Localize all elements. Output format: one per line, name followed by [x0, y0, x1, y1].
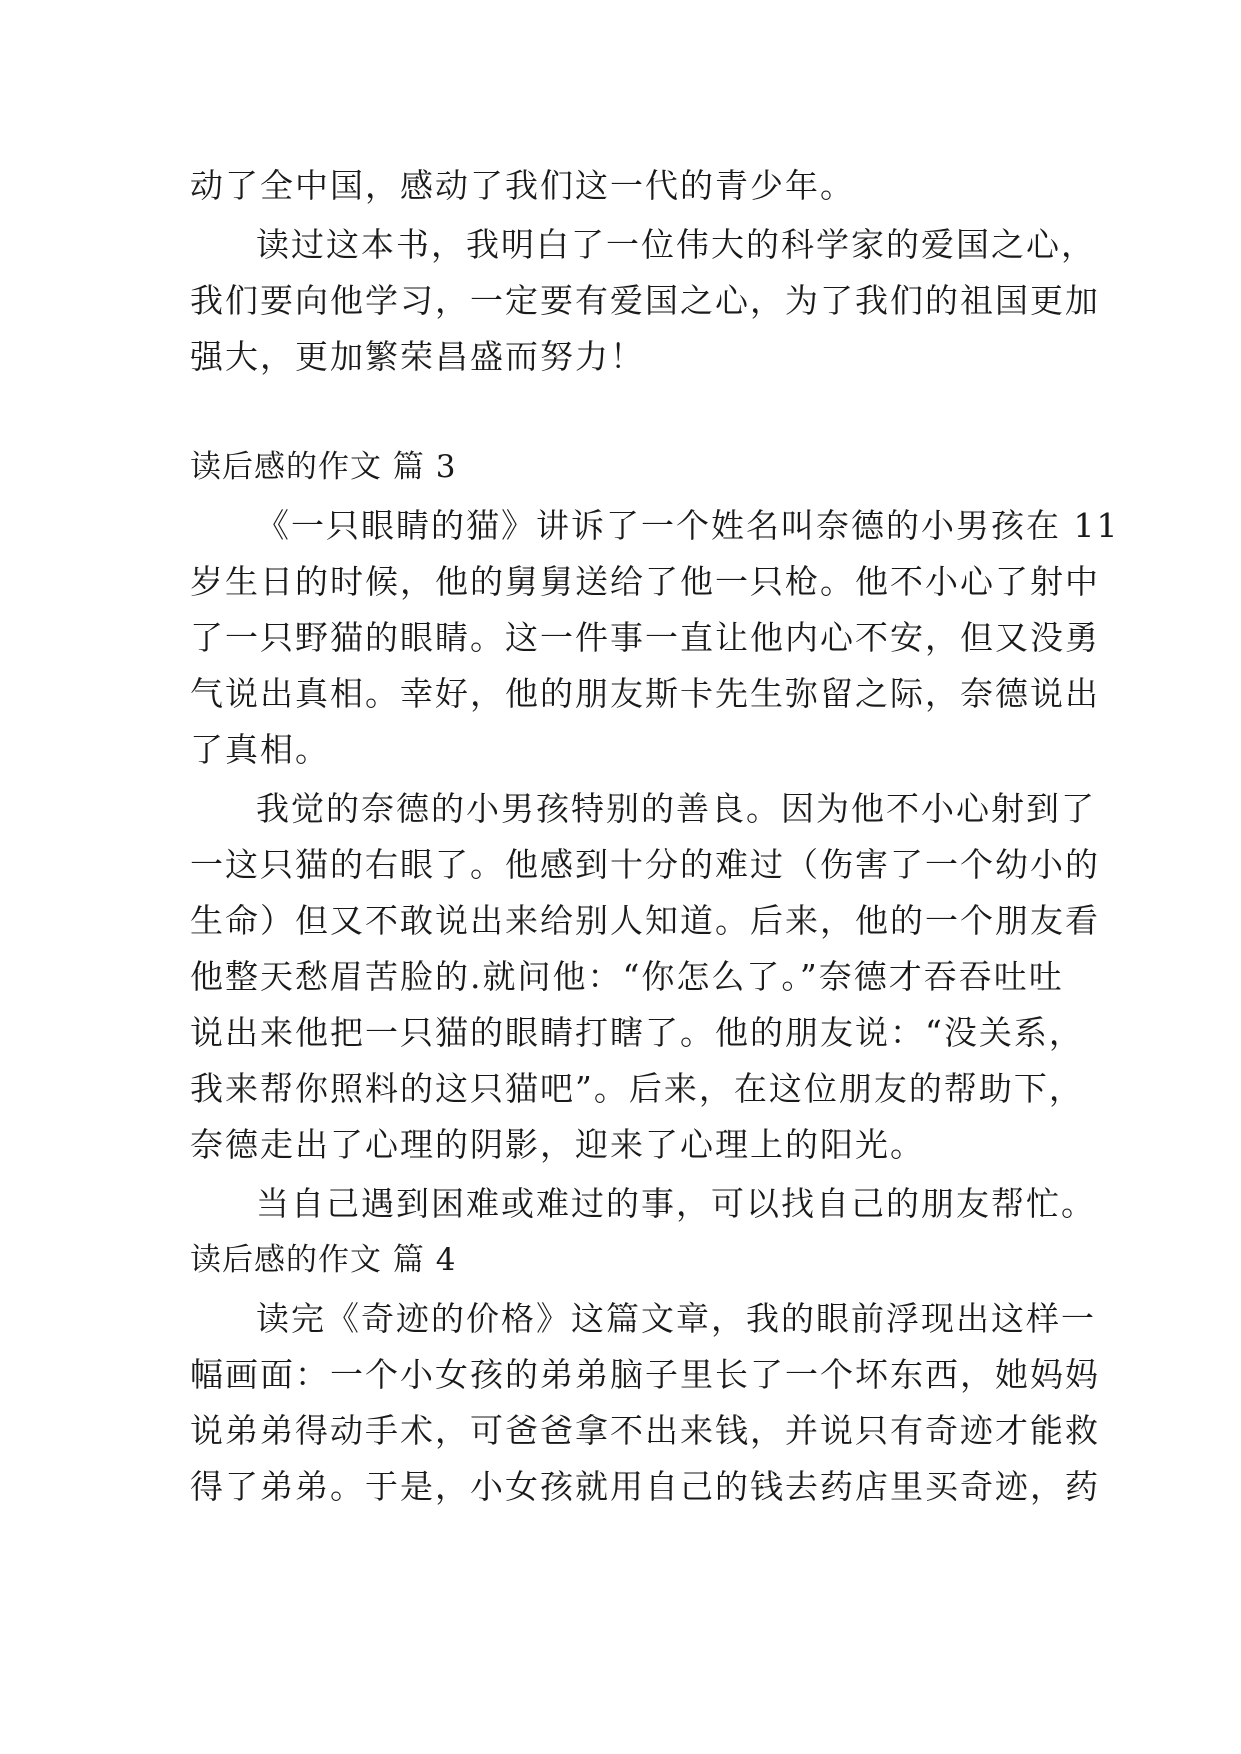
text-line: 说出来他把一只猫的眼睛打瞎了。他的朋友说：“没关系， — [190, 1013, 1084, 1052]
paragraph — [190, 498, 1120, 778]
text-line: 他整天愁眉苦脸的.就问他：“你怎么了。”奈德才吞吞吐吐 — [190, 957, 1064, 996]
text-line: 得了弟弟。于是，小女孩就用自己的钱去药店里买奇迹，药 — [190, 1467, 1100, 1506]
section-heading: 读后感的作文 篇 3 — [190, 449, 457, 485]
text-line: 岁生日的时候，他的舅舅送给了他一只枪。他不小心了射中 — [190, 562, 1100, 601]
text-line: 读完《奇迹的价格》这篇文章，我的眼前浮现出这样一 — [256, 1299, 1096, 1338]
text-line: 《一只眼睛的猫》讲诉了一个姓名叫奈德的小男孩在 11 — [256, 506, 1120, 545]
paragraph — [190, 1176, 1096, 1232]
text-line: 了真相。 — [190, 730, 330, 769]
text-line: 我来帮你照料的这只猫吧”。后来，在这位朋友的帮助下， — [190, 1069, 1084, 1108]
text-line: 强大，更加繁荣昌盛而努力！ — [190, 337, 645, 376]
text-line: 气说出真相。幸好，他的朋友斯卡先生弥留之际，奈德说出 — [190, 674, 1100, 713]
section-heading: 读后感的作文 篇 4 — [190, 1242, 457, 1278]
text-line: 读过这本书，我明白了一位伟大的科学家的爱国之心， — [256, 225, 1096, 264]
text-line: 了一只野猫的眼睛。这一件事一直让他内心不安，但又没勇 — [190, 618, 1100, 657]
text-line: 我们要向他学习，一定要有爱国之心，为了我们的祖国更加 — [190, 281, 1100, 320]
text-line: 说弟弟得动手术，可爸爸拿不出来钱，并说只有奇迹才能救 — [190, 1411, 1100, 1450]
text-line: 动了全中国，感动了我们这一代的青少年。 — [190, 166, 855, 205]
text-line: 生命）但又不敢说出来给别人知道。后来，他的一个朋友看 — [190, 901, 1100, 940]
text-line: 幅画面：一个小女孩的弟弟脑子里长了一个坏东西，她妈妈 — [190, 1355, 1100, 1394]
paragraph — [190, 217, 1100, 385]
paragraph — [190, 781, 1100, 1173]
paragraph — [190, 1291, 1100, 1515]
text-line: 我觉的奈德的小男孩特别的善良。因为他不小心射到了 — [256, 789, 1096, 828]
document-body — [190, 158, 1120, 1515]
text-line: 奈德走出了心理的阴影，迎来了心理上的阳光。 — [190, 1125, 925, 1164]
text-line: 当自己遇到困难或难过的事，可以找自己的朋友帮忙。 — [256, 1184, 1096, 1223]
text-line: 一这只猫的右眼了。他感到十分的难过（伤害了一个幼小的 — [190, 845, 1100, 884]
paragraph — [190, 158, 1060, 214]
